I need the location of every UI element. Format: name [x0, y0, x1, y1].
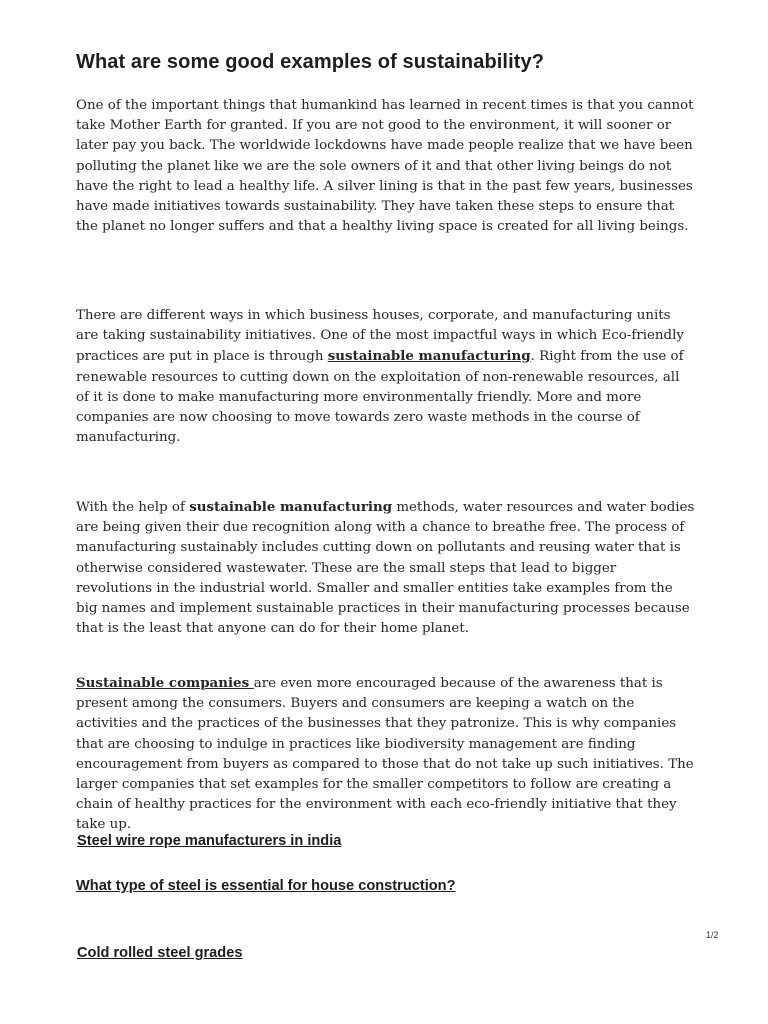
paragraph-water — [76, 497, 696, 639]
paragraph-water-text-end: methods, water resources and water bodies are being given their due recognition along with a chance to breathe free. The process of manufacturing sustainably includes cutting down on pollutants and reusing water that is otherwise considered wastewater. These are the small steps that lead to bigger revolutions in the industrial world. Smaller and smaller entities take examples from the big names and implement sustainable practices in their manufacturing processes because that is the least that anyone can do for their home planet. — [76, 500, 695, 637]
sustainable-manufacturing-link[interactable]: sustainable manufacturing — [327, 348, 531, 365]
page-number: 1/2 — [706, 930, 719, 940]
sustainable-manufacturing-bold: sustainable manufacturing — [189, 499, 393, 515]
paragraph-water-text-start: With the help of — [76, 500, 190, 515]
paragraph-companies — [76, 673, 696, 836]
paragraph-manufacturing — [76, 306, 696, 448]
paragraph-manufacturing-text-end: . Right from the use of renewable resources to cutting down on the exploitation of non-renewable resources, all of it is done to make manufacturing more environmentally friendly. More and more companies are now choosing to move towards zero waste methods in the course of manufacturing. — [76, 349, 684, 446]
paragraph-manufacturing-text-start: There are different ways in which business houses, corporate, and manufacturing units are taking sustainability initiatives. One of the most impactful ways in which Eco-friendly practices are put in place is through — [76, 308, 684, 365]
page-title: What are some good examples of sustainability? — [76, 51, 545, 73]
house-construction-steel-link[interactable]: What type of steel is essential for house construction? — [76, 878, 456, 894]
paragraph-intro — [76, 96, 696, 237]
paragraph-companies-text: are even more encouraged because of the awareness that is present among the consumers. Buyers and consumers are keeping a watch on the activities and the practices of the businesses that they patronize. This is why companies that are choosing to indulge in practices like biodiversity management are finding encouragement from buyers as compared to those that do not take up such initiatives. The larger companies that set examples for the smaller competitors to follow are creating a chain of healthy practices for the environment with each eco-friendly initiative that they take up. — [76, 676, 694, 833]
steel-wire-rope-link[interactable]: Steel wire rope manufacturers in india — [77, 833, 342, 849]
cold-rolled-steel-link[interactable]: Cold rolled steel grades — [77, 945, 243, 961]
sustainable-companies-link[interactable]: Sustainable companies — [76, 675, 254, 691]
paragraph-intro-text: One of the important things that humankind has learned in recent times is that you cannot take Mother Earth for granted. If you are not good to the environment, it will sooner or later pay you back. The worldwide lockdowns have made people realize that we have been polluting the planet like we are the sole owners of it and that other living beings do not have the right to lead a healthy life. A silver lining is that in the past few years, businesses have made initiatives towards sustainability. They have taken these steps to ensure that the planet no longer suffers and that a healthy living space is created for all living beings. — [76, 98, 694, 235]
